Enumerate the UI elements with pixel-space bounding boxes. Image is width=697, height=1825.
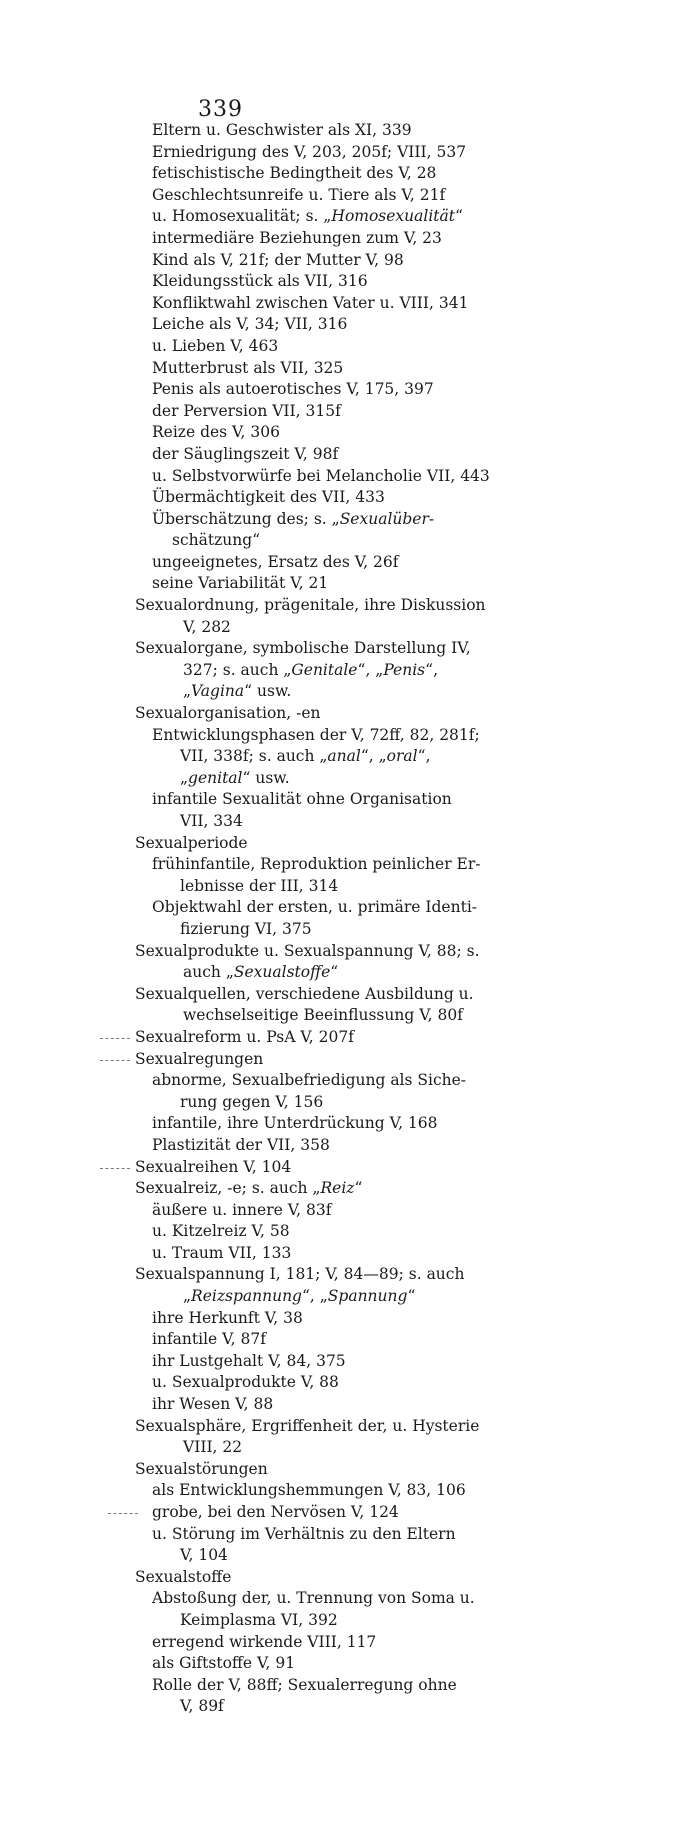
- entry-line: Übermächtigkeit des VII, 433: [152, 488, 385, 507]
- entry-line: Eltern u. Geschwister als XI, 339: [152, 121, 412, 139]
- index-entry: [0, 1157, 697, 1179]
- entry-line: u. Traum VII, 133: [152, 1243, 292, 1262]
- index-entry: [0, 941, 697, 984]
- entry-line: Kleidungsstück als VII, 316: [152, 272, 368, 291]
- entry-line: Geschlechtsunreife u. Tiere als V, 21f: [152, 185, 446, 204]
- index-entry: [0, 1264, 697, 1307]
- index-entry: [0, 1113, 697, 1135]
- entry-line: Kind als V, 21f; der Mutter V, 98: [152, 250, 404, 269]
- index-entry: [0, 1394, 697, 1416]
- index-entry: [0, 314, 697, 336]
- entry-line: Sexualperiode: [135, 833, 248, 852]
- index-entry: [0, 1070, 697, 1113]
- entry-line: infantile, ihre Unterdrückung V, 168: [152, 1114, 438, 1133]
- index-entry: [0, 1632, 697, 1654]
- index-entry: [0, 1200, 697, 1222]
- entry-line: ihr Lustgehalt V, 84, 375: [152, 1351, 346, 1370]
- index-entry: [0, 1567, 697, 1589]
- index-entry: [0, 725, 697, 790]
- entry-line: ungeeignetes, Ersatz des V, 26f: [152, 552, 399, 571]
- entry-continuation-line: schätzung“: [172, 531, 261, 550]
- entry-continuation-line: V, 89f: [180, 1697, 224, 1716]
- index-entry: [0, 185, 697, 207]
- index-entry: [0, 1221, 697, 1243]
- index-entry: [0, 573, 697, 595]
- index-entry: [0, 1049, 697, 1071]
- index-entry: [0, 552, 697, 574]
- index-entry: [0, 703, 697, 725]
- entry-line: Leiche als V, 34; VII, 316: [152, 315, 348, 334]
- index-entry: [0, 1372, 697, 1394]
- entry-line: u. Homosexualität; s. „Homosexualität“: [152, 207, 463, 226]
- entry-line: Objektwahl der ersten, u. primäre Identi-: [152, 898, 478, 917]
- index-entry: [0, 833, 697, 855]
- index-entry: [0, 271, 697, 293]
- entry-line: Sexualspannung I, 181; V, 84—89; s. auch: [135, 1265, 465, 1284]
- entry-continuation-line: lebnisse der III, 314: [180, 876, 339, 895]
- entry-line: der Säuglingszeit V, 98f: [152, 444, 339, 463]
- index-entry: [0, 1459, 697, 1481]
- entry-line: Sexualreihen V, 104: [135, 1157, 292, 1176]
- entry-line: u. Sexualprodukte V, 88: [152, 1373, 339, 1392]
- index-entry: [0, 509, 697, 552]
- entry-line: Sexualsphäre, Ergriffenheit der, u. Hysterie: [135, 1416, 480, 1435]
- entry-line: als Entwicklungshemmungen V, 83, 106: [152, 1481, 466, 1500]
- index-entry: [0, 422, 697, 444]
- entry-line: Sexualorganisation, -en: [135, 704, 321, 723]
- index-entry: [0, 293, 697, 315]
- entry-continuation-line: fizierung VI, 375: [180, 919, 312, 938]
- entry-line: erregend wirkende VIII, 117: [152, 1632, 377, 1651]
- entry-line: Rolle der V, 88ff; Sexualerregung ohne: [152, 1675, 457, 1694]
- index-entry: [0, 1653, 697, 1675]
- entry-line: u. Lieben V, 463: [152, 336, 279, 355]
- entry-line: Sexualordnung, prägenitale, ihre Diskussion: [135, 596, 486, 615]
- entry-continuation-line: „genital“ usw.: [180, 768, 290, 787]
- index-entry: [0, 487, 697, 509]
- index-entry: [0, 897, 697, 940]
- pencil-mark: [100, 1060, 130, 1061]
- index-entry: [0, 854, 697, 897]
- index-entry: [0, 595, 697, 638]
- entry-line: als Giftstoffe V, 91: [152, 1654, 296, 1673]
- entry-continuation-line: VIII, 22: [183, 1438, 243, 1457]
- entry-line: Konfliktwahl zwischen Vater u. VIII, 341: [152, 293, 469, 312]
- index-entry: [0, 142, 697, 164]
- index-entry: [0, 336, 697, 358]
- entry-continuation-line: wechselseitige Beeinflussung V, 80f: [183, 1006, 463, 1025]
- entry-line: fetischistische Bedingtheit des V, 28: [152, 164, 437, 183]
- entry-continuation-line: VII, 338f; s. auch „anal“, „oral“,: [180, 747, 431, 766]
- entry-line: frühinfantile, Reproduktion peinlicher Er-: [152, 855, 481, 874]
- index-entry: [0, 120, 697, 142]
- entry-line: der Perversion VII, 315f: [152, 401, 341, 420]
- pencil-mark: [100, 1168, 130, 1169]
- entry-line: Sexualstoffe: [135, 1567, 232, 1586]
- entry-line: Sexualprodukte u. Sexualspannung V, 88; s.: [135, 941, 480, 960]
- index-column: [0, 120, 697, 1718]
- entry-line: äußere u. innere V, 83f: [152, 1200, 332, 1219]
- entry-line: Sexualreiz, -e; s. auch „Reiz“: [135, 1179, 363, 1198]
- entry-line: infantile V, 87f: [152, 1330, 266, 1349]
- index-entry: [0, 379, 697, 401]
- index-entry: [0, 444, 697, 466]
- index-entry: [0, 228, 697, 250]
- entry-line: Sexualorgane, symbolische Darstellung IV,: [135, 639, 471, 658]
- index-entry: [0, 401, 697, 423]
- entry-line: intermediäre Beziehungen zum V, 23: [152, 228, 442, 247]
- entry-line: u. Selbstvorwürfe bei Melancholie VII, 443: [152, 466, 490, 485]
- entry-line: ihre Herkunft V, 38: [152, 1308, 303, 1327]
- entry-line: Sexualquellen, verschiedene Ausbildung u.: [135, 984, 474, 1003]
- index-entry: [0, 1243, 697, 1265]
- entry-continuation-line: „Vagina“ usw.: [183, 682, 292, 701]
- index-entry: [0, 466, 697, 488]
- index-entry: [0, 1178, 697, 1200]
- entry-line: ihr Wesen V, 88: [152, 1395, 274, 1414]
- index-entry: [0, 1588, 697, 1631]
- entry-line: Mutterbrust als VII, 325: [152, 358, 344, 377]
- index-entry: [0, 789, 697, 832]
- entry-line: u. Störung im Verhältnis zu den Eltern: [152, 1524, 456, 1543]
- entry-continuation-line: Keimplasma VI, 392: [180, 1610, 338, 1629]
- entry-line: Penis als autoerotisches V, 175, 397: [152, 380, 434, 399]
- index-entry: [0, 358, 697, 380]
- entry-continuation-line: 327; s. auch „Genitale“, „Penis“,: [183, 660, 439, 679]
- index-entry: [0, 250, 697, 272]
- index-entry: [0, 1524, 697, 1567]
- entry-line: Sexualregungen: [135, 1049, 264, 1068]
- index-entry: [0, 1675, 697, 1718]
- entry-continuation-line: auch „Sexualstoffe“: [183, 963, 339, 982]
- entry-line: Abstoßung der, u. Trennung von Soma u.: [152, 1589, 475, 1608]
- entry-line: Reize des V, 306: [152, 423, 280, 442]
- entry-continuation-line: „Reizspannung“, „Spannung“: [183, 1287, 416, 1306]
- index-entry: [0, 1135, 697, 1157]
- index-entry: [0, 638, 697, 703]
- entry-line: Erniedrigung des V, 203, 205f; VIII, 537: [152, 142, 467, 161]
- index-entry: [0, 1329, 697, 1351]
- page-number: 339: [198, 97, 243, 122]
- entry-line: Sexualreform u. PsA V, 207f: [135, 1027, 354, 1046]
- entry-continuation-line: VII, 334: [180, 812, 243, 830]
- index-entry: [0, 984, 697, 1027]
- pencil-mark: [100, 1038, 130, 1039]
- entry-line: Sexualstörungen: [135, 1459, 268, 1478]
- entry-line: grobe, bei den Nervösen V, 124: [152, 1503, 399, 1521]
- entry-line: Plastizität der VII, 358: [152, 1135, 330, 1154]
- index-entry: [0, 1480, 697, 1502]
- index-entry: [0, 1502, 697, 1524]
- index-entry: [0, 206, 697, 228]
- index-entry: [0, 1416, 697, 1459]
- index-entry: [0, 1027, 697, 1049]
- index-entry: [0, 1351, 697, 1373]
- entry-line: Entwicklungsphasen der V, 72ff, 82, 281f;: [152, 725, 480, 744]
- pencil-mark: [108, 1513, 138, 1514]
- index-entry: [0, 1308, 697, 1330]
- index-entry: [0, 163, 697, 185]
- entry-line: Überschätzung des; s. „Sexualüber-: [152, 509, 435, 528]
- entry-continuation-line: V, 282: [183, 617, 231, 636]
- entry-line: infantile Sexualität ohne Organisation: [152, 790, 452, 809]
- entry-continuation-line: V, 104: [180, 1546, 228, 1565]
- entry-line: abnorme, Sexualbefriedigung als Siche-: [152, 1071, 467, 1090]
- entry-line: seine Variabilität V, 21: [152, 574, 329, 593]
- entry-line: u. Kitzelreiz V, 58: [152, 1222, 290, 1241]
- entry-continuation-line: rung gegen V, 156: [180, 1092, 324, 1111]
